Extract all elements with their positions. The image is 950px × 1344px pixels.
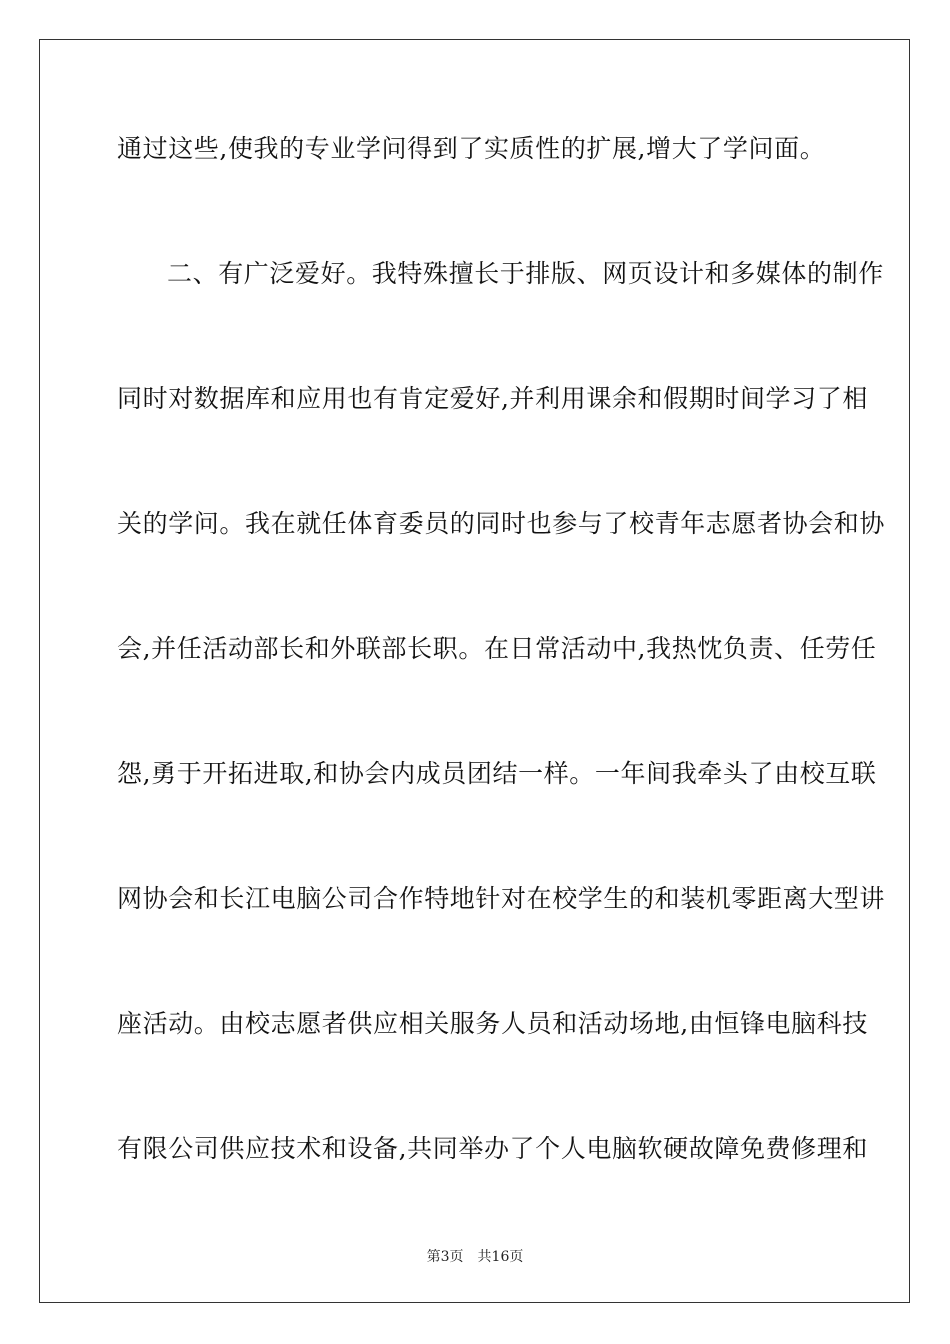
text-line-1: 通过这些,使我的专业学问得到了实质性的扩展,增大了学问面。 — [117, 134, 826, 163]
page-footer — [0, 1248, 950, 1266]
text-line-5: 会,并任活动部长和外联部长职。在日常活动中,我热忱负责、任劳任 — [117, 634, 877, 663]
page-border — [39, 39, 910, 1303]
text-line-7: 网协会和长江电脑公司合作特地针对在校学生的和装机零距离大型讲 — [117, 884, 886, 913]
page-total: 共16页 — [477, 1249, 524, 1265]
text-line-8: 座活动。由校志愿者供应相关服务人员和活动场地,由恒锋电脑科技 — [117, 1009, 868, 1038]
text-line-9: 有限公司供应技术和设备,共同举办了个人电脑软硬故障免费修理和 — [117, 1134, 868, 1163]
text-line-6: 怨,勇于开拓进取,和协会内成员团结一样。一年间我牵头了由校互联 — [117, 759, 877, 788]
text-line-4: 关的学问。我在就任体育委员的同时也参与了校青年志愿者协会和协 — [117, 509, 886, 538]
text-line-3: 同时对数据库和应用也有肯定爱好,并利用课余和假期时间学习了相 — [117, 384, 868, 413]
page-number: 第3页 — [426, 1249, 464, 1265]
text-line-2: 二、有广泛爱好。我特殊擅长于排版、网页设计和多媒体的制作 — [167, 259, 884, 288]
